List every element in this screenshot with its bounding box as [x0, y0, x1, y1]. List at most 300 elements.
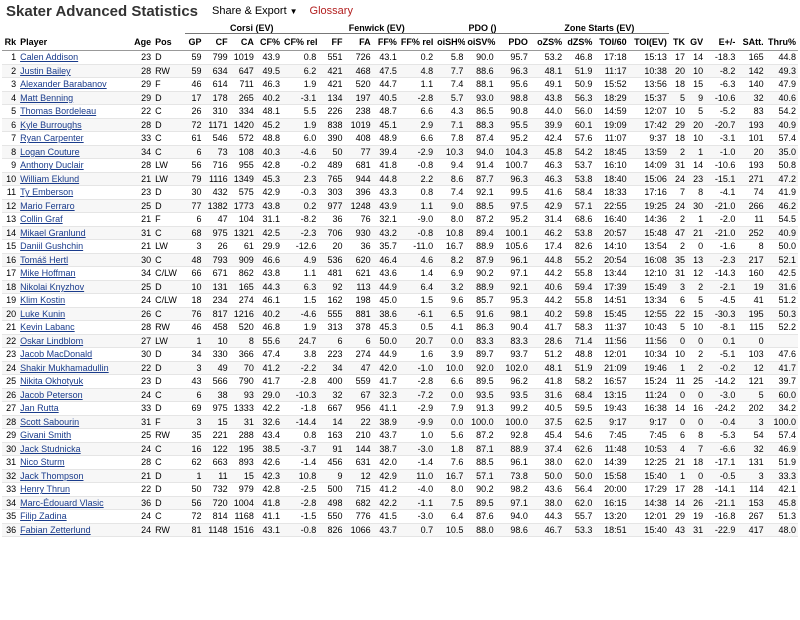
table-cell: 221 — [203, 429, 229, 443]
table-cell: 41.6 — [530, 186, 564, 200]
table-cell: D — [153, 496, 185, 510]
table-cell: D — [153, 375, 185, 389]
player-link[interactable]: Marc-Édouard Vlasic — [18, 496, 131, 510]
table-cell: 0 — [737, 334, 765, 348]
table-cell: 20:00 — [594, 483, 628, 497]
column-header[interactable]: Age — [131, 34, 153, 51]
table-cell: 38 — [203, 388, 229, 402]
table-cell: 76 — [344, 213, 372, 227]
player-link[interactable]: Thomas Bordeleau — [18, 105, 131, 119]
table-cell: 31 — [131, 226, 153, 240]
table-cell: 74 — [737, 186, 765, 200]
player-link[interactable]: Tomáš Hertl — [18, 253, 131, 267]
table-cell: 92.8 — [496, 429, 530, 443]
table-cell: 8 — [2, 145, 18, 159]
column-header[interactable]: dZS% — [564, 34, 594, 51]
table-row — [2, 145, 798, 159]
table-cell: 131 — [737, 456, 765, 470]
table-cell: 10 — [687, 64, 705, 78]
column-header[interactable]: Player — [18, 34, 131, 51]
player-link[interactable]: Mike Hoffman — [18, 267, 131, 281]
table-cell: 1 — [669, 361, 687, 375]
player-link[interactable]: Ryan Carpenter — [18, 132, 131, 146]
table-cell: 93 — [230, 388, 256, 402]
table-cell: 17:18 — [594, 51, 628, 65]
table-row — [2, 105, 798, 119]
table-cell: 31.4 — [530, 213, 564, 227]
column-header[interactable]: FA — [344, 34, 372, 51]
table-cell: 7.8 — [435, 132, 465, 146]
table-cell: 11:48 — [594, 442, 628, 456]
table-cell: 162 — [318, 294, 344, 308]
table-cell: 500 — [318, 483, 344, 497]
table-row — [2, 402, 798, 416]
table-cell: 31.6 — [530, 388, 564, 402]
table-cell: 893 — [230, 456, 256, 470]
table-cell: 11:17 — [594, 64, 628, 78]
table-cell: 0 — [687, 469, 705, 483]
table-cell: 8.2 — [435, 253, 465, 267]
table-cell: 266 — [737, 199, 765, 213]
column-header[interactable]: TOI/60 — [594, 34, 628, 51]
table-cell: 31 — [131, 415, 153, 429]
table-cell: 5 — [669, 91, 687, 105]
column-header[interactable]: FF — [318, 34, 344, 51]
player-link[interactable]: Henry Thrun — [18, 483, 131, 497]
player-link[interactable]: Mikael Granlund — [18, 226, 131, 240]
table-cell: 7:45 — [594, 429, 628, 443]
player-link[interactable]: Mario Ferraro — [18, 199, 131, 213]
table-cell: 87.1 — [465, 442, 495, 456]
table-cell: 57.1 — [465, 469, 495, 483]
table-cell: 30 — [131, 348, 153, 362]
table-cell: D — [153, 199, 185, 213]
table-cell: C — [153, 456, 185, 470]
player-link[interactable]: Kevin Labanc — [18, 321, 131, 335]
table-cell: 88.1 — [465, 78, 495, 92]
table-cell: 45.3 — [256, 172, 282, 186]
table-cell: 13:34 — [629, 294, 669, 308]
player-link[interactable]: Nico Sturm — [18, 456, 131, 470]
table-cell: 15:13 — [629, 51, 669, 65]
player-link[interactable]: Anthony Duclair — [18, 159, 131, 173]
table-cell: 17 — [669, 51, 687, 65]
player-link[interactable]: Daniil Gushchin — [18, 240, 131, 254]
table-cell: 72 — [185, 510, 203, 524]
table-cell: 59.8 — [564, 307, 594, 321]
player-link[interactable]: William Eklund — [18, 172, 131, 186]
player-link[interactable]: Nikolai Knyzhov — [18, 280, 131, 294]
table-cell: 15:48 — [629, 226, 669, 240]
table-cell: 92 — [318, 280, 344, 294]
table-cell: 93.0 — [465, 91, 495, 105]
table-cell: 202 — [737, 402, 765, 416]
table-cell: 55.6 — [256, 334, 282, 348]
player-link[interactable]: Ty Emberson — [18, 186, 131, 200]
table-cell: 826 — [318, 523, 344, 537]
table-cell: 715 — [344, 483, 372, 497]
table-cell: 44.8 — [530, 253, 564, 267]
table-cell: 50.3 — [766, 307, 798, 321]
column-header[interactable]: CF% — [256, 34, 282, 51]
table-cell: 12:55 — [629, 307, 669, 321]
column-header[interactable]: FF% — [373, 34, 399, 51]
table-cell: 87.2 — [465, 213, 495, 227]
table-cell: 44.2 — [530, 294, 564, 308]
table-cell: 68 — [185, 226, 203, 240]
table-cell: 7.6 — [435, 456, 465, 470]
table-cell: 38.0 — [530, 496, 564, 510]
table-cell: 11.0 — [399, 469, 435, 483]
table-cell: 44.7 — [373, 78, 399, 92]
player-link[interactable]: Jacob MacDonald — [18, 348, 131, 362]
player-link[interactable]: Fabian Zetterlund — [18, 523, 131, 537]
table-cell: 10:53 — [629, 442, 669, 456]
table-cell: 2 — [669, 240, 687, 254]
table-cell: 799 — [203, 51, 229, 65]
table-cell: 88.9 — [465, 280, 495, 294]
player-link[interactable]: Collin Graf — [18, 213, 131, 227]
table-row — [2, 429, 798, 443]
group-header-row — [2, 22, 798, 34]
table-cell: 43.1 — [256, 523, 282, 537]
table-cell: 0 — [687, 334, 705, 348]
player-link[interactable]: Calen Addison — [18, 51, 131, 65]
table-cell: 55.8 — [564, 294, 594, 308]
column-header[interactable]: Thru% — [766, 34, 798, 51]
table-cell: 46 — [185, 78, 203, 92]
table-cell: 48.8 — [564, 348, 594, 362]
table-cell: 42.4 — [530, 132, 564, 146]
player-link[interactable]: Justin Bailey — [18, 64, 131, 78]
table-cell: 481 — [318, 267, 344, 281]
table-cell: 1 — [2, 51, 18, 65]
table-cell: 33.3 — [766, 469, 798, 483]
table-cell: 14:51 — [594, 294, 628, 308]
table-cell: 50.8 — [766, 159, 798, 173]
player-link[interactable]: Filip Zadina — [18, 510, 131, 524]
table-cell: 20 — [669, 64, 687, 78]
table-cell: C — [153, 226, 185, 240]
table-cell: 105.6 — [496, 240, 530, 254]
table-cell: 5.6 — [435, 429, 465, 443]
table-cell: 881 — [344, 307, 372, 321]
table-cell: 48.1 — [530, 64, 564, 78]
table-cell: 234 — [203, 294, 229, 308]
table-cell: 6.9 — [435, 267, 465, 281]
table-cell: -5.1 — [705, 348, 737, 362]
table-cell: 71.4 — [564, 334, 594, 348]
player-link[interactable]: Oskar Lindblom — [18, 334, 131, 348]
table-cell: 197 — [344, 91, 372, 105]
table-cell: 40.9 — [766, 118, 798, 132]
table-cell: 46.3 — [530, 159, 564, 173]
table-cell: 44.9 — [373, 348, 399, 362]
table-cell: 6.6 — [399, 105, 435, 119]
table-cell: 930 — [344, 226, 372, 240]
table-cell: 41.1 — [373, 402, 399, 416]
player-link[interactable]: Givani Smith — [18, 429, 131, 443]
table-cell: 36 — [131, 496, 153, 510]
table-cell: 53.2 — [530, 51, 564, 65]
table-cell: 23 — [687, 172, 705, 186]
player-link[interactable]: Jack Thompson — [18, 469, 131, 483]
table-cell: 54 — [737, 429, 765, 443]
table-cell: 89.5 — [465, 496, 495, 510]
table-cell: 25 — [131, 280, 153, 294]
table-cell: 2.3 — [282, 172, 318, 186]
table-cell: 89.5 — [465, 375, 495, 389]
column-header[interactable]: CF% rel — [282, 34, 318, 51]
table-cell: 58.2 — [564, 375, 594, 389]
table-cell: 22 — [2, 334, 18, 348]
table-cell: 25 — [131, 429, 153, 443]
table-cell: 86.3 — [465, 321, 495, 335]
caret-down-icon: ▼ — [289, 6, 298, 16]
player-link[interactable]: Jacob Peterson — [18, 388, 131, 402]
player-link[interactable]: Nikita Okhotyuk — [18, 375, 131, 389]
table-cell: 0.8 — [282, 429, 318, 443]
table-cell: -4.6 — [282, 307, 318, 321]
column-header[interactable]: Rk — [2, 34, 18, 51]
player-link[interactable]: Shakir Mukhamadullin — [18, 361, 131, 375]
table-cell: 223 — [318, 348, 344, 362]
table-cell: 44.3 — [530, 510, 564, 524]
table-cell: 555 — [318, 307, 344, 321]
table-cell: RW — [153, 429, 185, 443]
column-header[interactable]: PDO — [496, 34, 530, 51]
table-row — [2, 442, 798, 456]
table-cell: 44.2 — [530, 267, 564, 281]
player-link[interactable]: Scott Sabourin — [18, 415, 131, 429]
table-cell: 23 — [2, 348, 18, 362]
table-cell: 46.3 — [530, 172, 564, 186]
column-header[interactable]: CA — [230, 34, 256, 51]
column-header[interactable]: TK — [669, 34, 687, 51]
table-cell: -4.5 — [705, 294, 737, 308]
table-cell: 4.1 — [435, 321, 465, 335]
table-cell: 1333 — [230, 402, 256, 416]
table-cell: 3 — [2, 78, 18, 92]
share-export-label: Share & Export — [212, 5, 287, 17]
table-cell: 620 — [344, 253, 372, 267]
table-cell: D — [153, 186, 185, 200]
table-cell: 720 — [203, 496, 229, 510]
table-cell: 83.3 — [465, 334, 495, 348]
table-cell: 43.8 — [256, 199, 282, 213]
table-cell: 979 — [230, 483, 256, 497]
table-cell: 13:20 — [594, 510, 628, 524]
table-cell: 15 — [687, 78, 705, 92]
table-cell: 10 — [669, 105, 687, 119]
table-cell: 252 — [737, 226, 765, 240]
column-header[interactable]: oiSH% — [435, 34, 465, 51]
table-cell: 39.7 — [766, 375, 798, 389]
table-cell: 90.0 — [465, 51, 495, 65]
table-cell: 1248 — [344, 199, 372, 213]
table-cell: 29 — [669, 118, 687, 132]
table-cell: 2 — [687, 361, 705, 375]
table-cell: 5 — [737, 388, 765, 402]
table-cell: 1.1 — [282, 267, 318, 281]
player-link[interactable]: Luke Kunin — [18, 307, 131, 321]
table-cell: 22 — [344, 415, 372, 429]
table-cell: 3 — [737, 469, 765, 483]
table-cell: 50 — [185, 483, 203, 497]
table-cell: 58.4 — [564, 186, 594, 200]
table-cell: F — [153, 213, 185, 227]
column-header[interactable]: E+/- — [705, 34, 737, 51]
table-cell: 45.8 — [766, 496, 798, 510]
player-link[interactable]: Matt Benning — [18, 91, 131, 105]
table-cell: 1.1 — [399, 199, 435, 213]
table-cell: 32 — [2, 469, 18, 483]
table-cell: -0.3 — [282, 186, 318, 200]
table-cell: 32.1 — [373, 213, 399, 227]
column-header[interactable]: SAtt. — [737, 34, 765, 51]
table-cell: 46.4 — [373, 253, 399, 267]
table-cell: 16:57 — [594, 375, 628, 389]
table-cell: 11 — [203, 469, 229, 483]
table-cell: 6.4 — [399, 280, 435, 294]
column-header[interactable]: FF% rel — [399, 34, 435, 51]
table-cell: 5 — [687, 105, 705, 119]
table-cell: 10.5 — [435, 523, 465, 537]
player-link[interactable]: Klim Kostin — [18, 294, 131, 308]
table-cell: 6 — [185, 145, 203, 159]
table-cell: 24 — [131, 510, 153, 524]
table-cell: 46.3 — [256, 78, 282, 92]
player-link[interactable]: Kyle Burroughs — [18, 118, 131, 132]
table-cell: 43 — [185, 375, 203, 389]
table-cell: 3.2 — [435, 280, 465, 294]
table-cell: 19:09 — [594, 118, 628, 132]
table-cell: 35.7 — [373, 240, 399, 254]
table-cell: 102.0 — [496, 361, 530, 375]
table-cell: 96.1 — [496, 456, 530, 470]
table-cell: 17:39 — [594, 280, 628, 294]
table-cell: 44.8 — [373, 172, 399, 186]
table-cell: -3.1 — [282, 91, 318, 105]
table-cell: 16.7 — [435, 469, 465, 483]
table-cell: 93.5 — [496, 388, 530, 402]
table-cell: 10:43 — [629, 321, 669, 335]
zone-starts-group-header: Zone Starts (EV) — [530, 22, 669, 34]
table-cell: 956 — [344, 402, 372, 416]
table-cell: -24.2 — [705, 402, 737, 416]
table-cell: 24 — [669, 199, 687, 213]
table-cell: 76 — [185, 307, 203, 321]
table-cell: 48.8 — [256, 132, 282, 146]
column-header[interactable]: Pos — [153, 34, 185, 51]
glossary-link[interactable]: Glossary — [309, 5, 353, 17]
table-cell: 195 — [230, 442, 256, 456]
table-cell: 10:38 — [629, 64, 669, 78]
table-cell: 100.0 — [465, 415, 495, 429]
table-cell: 92.1 — [465, 186, 495, 200]
table-cell: 1 — [669, 469, 687, 483]
table-cell: 10.3 — [435, 145, 465, 159]
table-cell: 31 — [2, 456, 18, 470]
table-cell: -0.5 — [705, 469, 737, 483]
column-header[interactable]: oZS% — [530, 34, 564, 51]
table-cell: 26 — [185, 105, 203, 119]
table-row — [2, 415, 798, 429]
table-cell: 0.0 — [435, 334, 465, 348]
table-cell: 95.7 — [496, 51, 530, 65]
player-link[interactable]: Logan Couture — [18, 145, 131, 159]
table-cell: 265 — [230, 91, 256, 105]
table-cell: 711 — [230, 78, 256, 92]
table-cell: -3.0 — [399, 510, 435, 524]
player-link[interactable]: Alexander Barabanov — [18, 78, 131, 92]
table-cell: C/LW — [153, 294, 185, 308]
table-cell: 520 — [230, 321, 256, 335]
table-cell: 88.5 — [465, 456, 495, 470]
table-cell: 29 — [2, 429, 18, 443]
table-cell: 18:40 — [594, 172, 628, 186]
table-cell: 50.0 — [766, 240, 798, 254]
table-cell: 43 — [669, 523, 687, 537]
table-cell: 520 — [344, 78, 372, 92]
column-header[interactable]: TOI(EV) — [629, 34, 669, 51]
player-link[interactable]: Jan Rutta — [18, 402, 131, 416]
table-cell: 10 — [203, 334, 229, 348]
table-cell: 121 — [737, 375, 765, 389]
table-cell: 765 — [318, 172, 344, 186]
table-cell: 16 — [185, 442, 203, 456]
table-cell: 113 — [344, 280, 372, 294]
table-cell: 38.9 — [373, 415, 399, 429]
table-cell: -8.2 — [705, 64, 737, 78]
player-link[interactable]: Jack Studnicka — [18, 442, 131, 456]
share-export-menu[interactable] — [212, 5, 298, 17]
table-cell: 12 — [344, 469, 372, 483]
column-header[interactable]: GP — [185, 34, 203, 51]
table-cell: 57.4 — [766, 429, 798, 443]
table-cell: 115 — [737, 321, 765, 335]
table-cell: 51.9 — [564, 64, 594, 78]
table-cell: 14:59 — [594, 105, 628, 119]
table-cell: 47.4 — [256, 348, 282, 362]
table-cell: 217 — [737, 253, 765, 267]
table-cell: 13:44 — [594, 267, 628, 281]
table-cell: 70 — [230, 361, 256, 375]
table-cell: 396 — [344, 186, 372, 200]
table-cell: 18 — [669, 78, 687, 92]
table-cell: -14.3 — [705, 267, 737, 281]
table-cell: 10.8 — [282, 469, 318, 483]
table-cell: 13:59 — [629, 145, 669, 159]
table-cell: 1148 — [203, 523, 229, 537]
table-cell: 56.0 — [564, 105, 594, 119]
table-cell: 86.5 — [465, 105, 495, 119]
table-cell: 1.0 — [399, 429, 435, 443]
table-cell: 50.0 — [373, 334, 399, 348]
table-row — [2, 523, 798, 537]
column-header[interactable]: CF — [203, 34, 229, 51]
table-cell: 12:10 — [629, 267, 669, 281]
table-cell: 15:24 — [629, 375, 669, 389]
table-cell: 37.4 — [530, 442, 564, 456]
table-cell: 42.9 — [373, 469, 399, 483]
column-header[interactable]: GV — [687, 34, 705, 51]
table-cell: 88.0 — [465, 523, 495, 537]
table-body — [2, 51, 798, 537]
fenwick-group-header: Fenwick (EV) — [318, 22, 435, 34]
table-cell: 34 — [185, 348, 203, 362]
column-header[interactable]: oiSV% — [465, 34, 495, 51]
